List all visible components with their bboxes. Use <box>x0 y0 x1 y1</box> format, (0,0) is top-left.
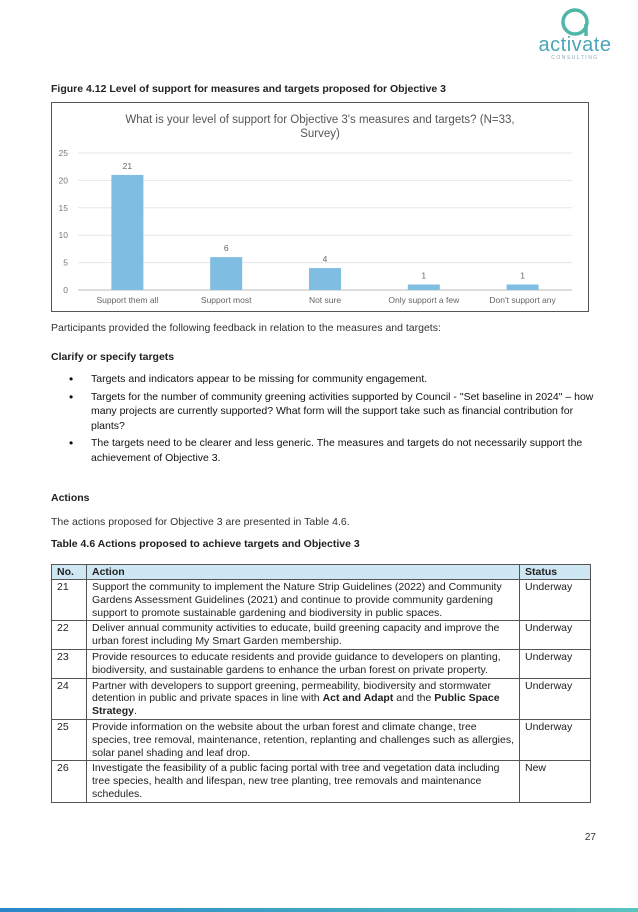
clarify-heading: Clarify or specify targets <box>51 351 175 363</box>
y-tick-label: 25 <box>58 148 68 158</box>
actions-table <box>51 564 591 803</box>
table-row <box>52 649 591 678</box>
row-action <box>87 649 520 678</box>
action-text: . <box>134 705 137 718</box>
action-text: Provide resources to educate residents and provide guidance to developers on planting, biodiversity, and sustainable gardens to enhance the urban forest on private property. <box>92 650 501 676</box>
figure-title: Figure 4.12 Level of support for measures and targets proposed for Objective 3 <box>51 83 447 95</box>
row-number: 24 <box>52 678 87 719</box>
logo-wordmark: activate <box>538 34 612 56</box>
action-bold-reference: Public Space Strategy <box>92 692 500 718</box>
table-header-row <box>52 565 591 580</box>
bar <box>408 285 440 290</box>
action-text: Provide information on the website about the urban forest and climate change, tree species, tree removal, maintenance, retention, replanting and challenges such as allergies, solar panel shading and leaf drop. <box>92 720 514 759</box>
logo-subtitle: CONSULTING <box>551 55 599 61</box>
row-action <box>87 719 520 760</box>
row-status: Underway <box>520 621 591 650</box>
table-row <box>52 761 591 802</box>
header-action: Action <box>87 565 520 580</box>
x-tick-label: Not sure <box>308 295 342 305</box>
header-no: No. <box>52 565 87 580</box>
row-status: Underway <box>520 678 591 719</box>
action-text: Partner with developers to support greening, permeability, biodiversity and stormwater detention in public and private spaces in line with <box>92 679 491 705</box>
row-status: Underway <box>520 649 591 678</box>
row-number: 25 <box>52 719 87 760</box>
table-row <box>52 719 591 760</box>
row-action <box>87 678 520 719</box>
action-text: Deliver annual community activities to educate, build greening capacity and improve the urban forest including My Smart Garden membership. <box>92 622 500 648</box>
x-tick-label: Don't support any <box>489 295 556 305</box>
page-number: 27 <box>584 832 596 843</box>
x-tick-label: Support them all <box>96 295 159 305</box>
bar <box>111 175 143 290</box>
row-number: 26 <box>52 761 87 802</box>
row-number: 21 <box>52 580 87 621</box>
x-tick-label: Only support a few <box>388 295 460 305</box>
feedback-bullets <box>51 372 597 468</box>
row-status: New <box>520 761 591 802</box>
action-bold-reference: Act and Adapt <box>322 692 394 705</box>
row-status: Underway <box>520 580 591 621</box>
header-status: Status <box>520 565 591 580</box>
actions-heading: Actions <box>51 492 90 504</box>
bar <box>309 268 341 290</box>
y-tick-label: 0 <box>63 285 68 295</box>
table-row <box>52 580 591 621</box>
table-row <box>52 678 591 719</box>
activate-consulting-logo <box>530 4 620 62</box>
y-tick-label: 5 <box>63 257 68 268</box>
x-tick-label: Support most <box>200 295 252 305</box>
action-text: Investigate the feasibility of a public facing portal with tree and vegetation data including tree species, health and lifespan, new tree planting, tree removals and maintenance schedules. <box>92 762 500 800</box>
row-number: 23 <box>52 649 87 678</box>
bullet-item: • The targets need to be clearer and less generic. The measures and targets do not necessarily support the achievement of Objective 3. <box>51 436 597 465</box>
bar-chart <box>51 102 589 312</box>
bullet-item: • Targets and indicators appear to be missing for community engagement. <box>51 372 597 387</box>
bullet-item: • Targets for the number of community greening activities supported by Council - "Set baseline in 2024" – how many projects are currently supported? What form will the support take such as financial contribution for plants? <box>51 390 597 434</box>
row-action <box>87 621 520 650</box>
action-text: Support the community to implement the Nature Strip Guidelines (2022) and Community Gardens Assessment Guidelines (2021) and continue to provide community gardening support to promote sustainable gardening and biodiversity in public spaces. <box>92 581 502 619</box>
table-title: Table 4.6 Actions proposed to achieve targets and Objective 3 <box>51 538 360 550</box>
feedback-intro: Participants provided the following feedback in relation to the measures and targets: <box>51 322 441 334</box>
row-action <box>87 761 520 802</box>
chart-plot <box>52 103 588 311</box>
data-label: 4 <box>322 254 328 265</box>
data-label: 1 <box>421 270 427 281</box>
data-label: 1 <box>520 270 525 281</box>
actions-intro: The actions proposed for Objective 3 are presented in Table 4.6. <box>51 516 350 528</box>
data-label: 21 <box>122 160 133 171</box>
chart-title-line-2: Survey) <box>300 128 340 140</box>
bar <box>507 285 539 290</box>
data-label: 6 <box>223 243 229 254</box>
logo-ring-icon <box>530 4 620 38</box>
row-action <box>87 580 520 621</box>
y-tick-label: 20 <box>58 175 68 186</box>
bar <box>210 257 242 290</box>
y-tick-label: 15 <box>58 202 68 213</box>
action-text: and the <box>393 692 435 705</box>
table-row <box>52 621 591 650</box>
chart-title-line-1: What is your level of support for Objective 3's measures and targets? (N=33, <box>125 114 515 126</box>
row-number: 22 <box>52 621 87 650</box>
footer-bar <box>0 908 638 912</box>
row-status: Underway <box>520 719 591 760</box>
y-tick-label: 10 <box>58 230 68 241</box>
